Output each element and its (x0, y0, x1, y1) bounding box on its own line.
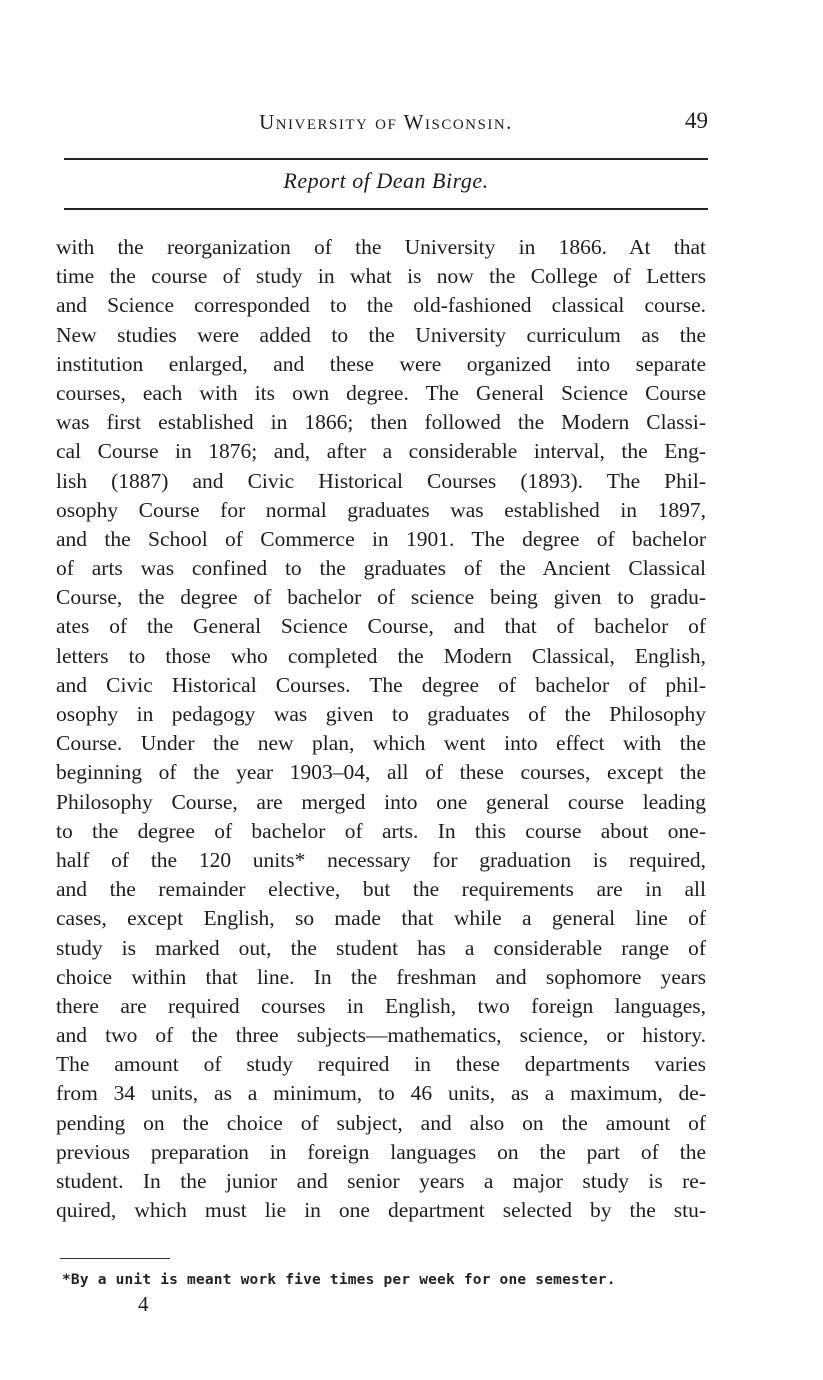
body-line: courses, each with its own degree. The General Science Course (56, 380, 706, 405)
footnote-rule (60, 1258, 170, 1259)
body-line: of arts was confined to the graduates of the Ancient Classical (56, 556, 706, 581)
body-line: osophy Course for normal graduates was established in 1897, (56, 497, 706, 522)
header-rule-bottom (64, 208, 708, 210)
body-line: ates of the General Science Course, and that of bachelor of (56, 614, 706, 639)
body-line: to the degree of bachelor of arts. In this course about one- (56, 818, 706, 843)
body-line: and the School of Commerce in 1901. The degree of bachelor (56, 526, 706, 551)
body-line: from 34 units, as a minimum, to 46 units, as a maximum, de- (56, 1081, 706, 1106)
body-line: institution enlarged, and these were organized into separate (56, 351, 706, 376)
body-line: Course, the degree of bachelor of science being given to gradu- (56, 585, 706, 610)
body-line: with the reorganization of the University in 1866. At that (56, 235, 706, 259)
body-line: pending on the choice of subject, and also on the amount of (56, 1110, 706, 1135)
body-line: study is marked out, the student has a considerable range of (56, 935, 706, 960)
body-line: Course. Under the new plan, which went into effect with the (56, 731, 706, 756)
body-line: previous preparation in foreign languages on the part of the (56, 1139, 706, 1164)
body-text (56, 233, 706, 1225)
body-line: cases, except English, so made that while a general line of (56, 906, 706, 931)
body-line: osophy in pedagogy was given to graduates of the Philosophy (56, 702, 706, 726)
body-line: half of the 120 units* necessary for graduation is required, (56, 847, 706, 872)
signature-mark: 4 (138, 1292, 149, 1316)
body-line: quired, which must lie in one department selected by the stu- (56, 1198, 706, 1223)
running-title: University of Wisconsin. (259, 110, 513, 134)
body-line: and Science corresponded to the old-fashioned classical course. (56, 293, 706, 318)
body-line: and the remainder elective, but the requirements are in all (56, 877, 706, 902)
page-number: 49 (685, 108, 708, 133)
body-line: Philosophy Course, are merged into one general course leading (56, 789, 706, 814)
body-line: choice within that line. In the freshman and sophomore years (56, 964, 706, 989)
running-header (64, 106, 708, 140)
body-line: New studies were added to the University curriculum as the (56, 322, 706, 347)
body-line: there are required courses in English, two foreign languages, (56, 993, 706, 1018)
body-line: beginning of the year 1903–04, all of these courses, except the (56, 760, 706, 785)
footnote: *By a unit is meant work five times per week for one semester. (62, 1272, 616, 1288)
body-line: lish (1887) and Civic Historical Courses (1893). The Phil- (56, 468, 706, 493)
body-line: cal Course in 1876; and, after a considerable interval, the Eng- (56, 439, 706, 464)
header-rule-top (64, 158, 708, 160)
section-title: Report of Dean Birge. (283, 168, 489, 193)
body-line: and two of the three subjects—mathematics, science, or history. (56, 1023, 706, 1048)
body-line: The amount of study required in these departments varies (56, 1052, 706, 1077)
body-line: letters to those who completed the Modern Classical, English, (56, 643, 706, 668)
body-line: was first established in 1866; then followed the Modern Classi- (56, 410, 706, 435)
body-line: time the course of study in what is now the College of Letters (56, 264, 706, 289)
body-line: student. In the junior and senior years a major study is re- (56, 1169, 706, 1193)
body-line: and Civic Historical Courses. The degree of bachelor of phil- (56, 672, 706, 697)
